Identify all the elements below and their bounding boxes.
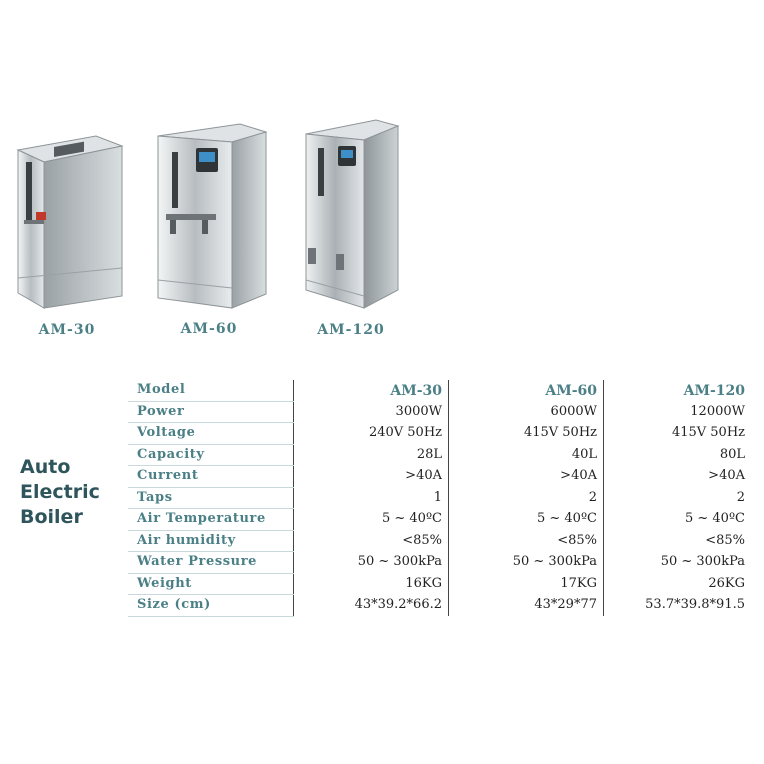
spec-value: >40A	[604, 466, 752, 488]
table-row	[128, 509, 751, 531]
spec-value: 50 ~ 300kPa	[294, 552, 449, 574]
spec-label: Model	[128, 380, 294, 401]
spec-value: <85%	[294, 530, 449, 552]
spec-value: 50 ~ 300kPa	[449, 552, 604, 574]
table-row	[128, 552, 751, 574]
spec-value: 2	[604, 487, 752, 509]
spec-value: <85%	[604, 530, 752, 552]
spec-value: 5 ~ 40ºC	[294, 509, 449, 531]
spec-value: >40A	[294, 466, 449, 488]
title-line-3: Boiler	[20, 506, 83, 528]
spec-value: 50 ~ 300kPa	[604, 552, 752, 574]
table-row	[128, 595, 751, 617]
spec-value: 415V 50Hz	[604, 423, 752, 445]
spec-label: Taps	[128, 487, 294, 509]
model-header-cell: AM-30	[294, 380, 449, 401]
spec-value: 1	[294, 487, 449, 509]
spec-label: Water Pressure	[128, 552, 294, 574]
spec-value: 43*39.2*66.2	[294, 595, 449, 617]
spec-value: 80L	[604, 444, 752, 466]
spec-value: 6000W	[449, 401, 604, 423]
table-row	[128, 401, 751, 423]
table-row	[128, 444, 751, 466]
product-label-am60: AM-60	[180, 321, 238, 337]
product-images	[0, 0, 764, 360]
model-header-cell: AM-120	[604, 380, 752, 401]
spec-value: 240V 50Hz	[294, 423, 449, 445]
model-header-cell: AM-60	[449, 380, 604, 401]
spec-value: 5 ~ 40ºC	[449, 509, 604, 531]
spec-value: 26KG	[604, 573, 752, 595]
spec-value: 17KG	[449, 573, 604, 595]
spec-label: Power	[128, 401, 294, 423]
spec-label: Capacity	[128, 444, 294, 466]
spec-label: Air Temperature	[128, 509, 294, 531]
table-row	[128, 466, 751, 488]
spec-label: Current	[128, 466, 294, 488]
spec-value: 12000W	[604, 401, 752, 423]
spec-value: <85%	[449, 530, 604, 552]
product-label-am120: AM-120	[317, 322, 385, 338]
spec-label: Size (cm)	[128, 595, 294, 617]
product-title	[20, 455, 100, 530]
spec-label: Voltage	[128, 423, 294, 445]
spec-value: 43*29*77	[449, 595, 604, 617]
spec-table	[128, 380, 751, 617]
spec-value: 16KG	[294, 573, 449, 595]
spec-value: 2	[449, 487, 604, 509]
boiler-am60-image	[152, 118, 270, 312]
spec-value: 3000W	[294, 401, 449, 423]
table-header-row	[128, 380, 751, 401]
table-row	[128, 573, 751, 595]
spec-value: 28L	[294, 444, 449, 466]
boiler-am30-image	[14, 128, 126, 312]
spec-value: 53.7*39.8*91.5	[604, 595, 752, 617]
boiler-am120-image	[302, 112, 402, 312]
product-label-am30: AM-30	[38, 322, 96, 338]
spec-value: 40L	[449, 444, 604, 466]
spec-label: Weight	[128, 573, 294, 595]
title-line-2: Electric	[20, 481, 100, 503]
table-row	[128, 423, 751, 445]
spec-value: 415V 50Hz	[449, 423, 604, 445]
table-row	[128, 487, 751, 509]
table-row	[128, 530, 751, 552]
title-line-1: Auto	[20, 456, 71, 478]
spec-value: 5 ~ 40ºC	[604, 509, 752, 531]
spec-value: >40A	[449, 466, 604, 488]
spec-label: Air humidity	[128, 530, 294, 552]
